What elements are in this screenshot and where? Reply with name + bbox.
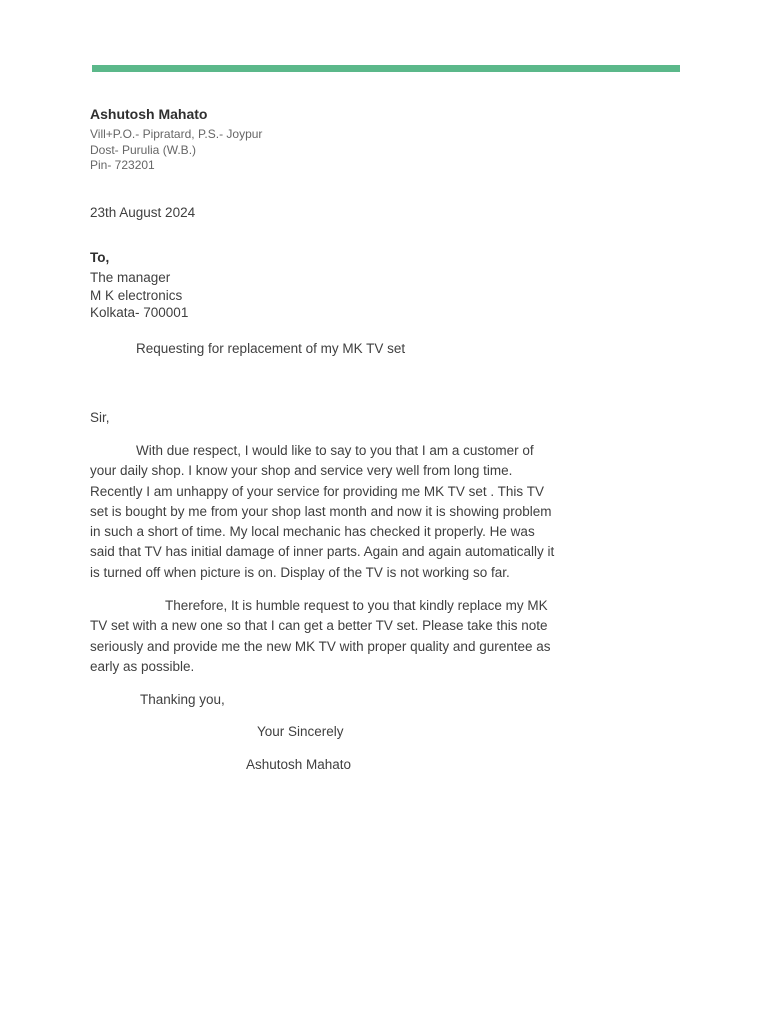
letter-greeting: Sir, [90, 410, 110, 425]
body-paragraph-2 [90, 596, 560, 677]
recipient-line-2: M K electronics [90, 288, 183, 303]
body-paragraph-1-rest: your daily shop. I know your shop and service very well from long time. Recently I am unhappy of your service for providing me MK TV set . This TV set is bought by me from your shop last month and now it is showing problem in such a short of time. My local mechanic has checked it properly. He was said that TV has initial damage of inner parts. Again and again automatically it is turned off when picture is on. Display of the TV is not working so far. [90, 463, 555, 580]
body-paragraph-2-rest: TV set with a new one so that I can get a better TV set. Please take this note seriously and provide me the new MK TV with proper quality and gurentee as early as possible. [90, 618, 551, 674]
body-paragraph-1-first-line: With due respect, I would like to say to you that I am a customer of [136, 443, 534, 458]
sender-address-line-1: Vill+P.O.- Pipratard, P.S.- Joypur [90, 127, 263, 141]
closing-thanks: Thanking you, [140, 692, 225, 707]
header-accent-bar [92, 65, 680, 72]
recipient-line-3: Kolkata- 700001 [90, 305, 189, 320]
recipient-to: To, [90, 250, 110, 265]
letter-date: 23th August 2024 [90, 205, 196, 220]
recipient-line-1: The manager [90, 270, 171, 285]
body-paragraph-1 [90, 441, 560, 583]
body-paragraph-2-first-line: Therefore, It is humble request to you that kindly replace my MK [165, 598, 548, 613]
sender-name: Ashutosh Mahato [90, 106, 208, 122]
letter-subject: Requesting for replacement of my MK TV set [136, 341, 406, 356]
signature-name: Ashutosh Mahato [246, 757, 352, 772]
sender-address-line-3: Pin- 723201 [90, 158, 155, 172]
sender-address-line-2: Dost- Purulia (W.B.) [90, 143, 197, 157]
closing-valediction: Your Sincerely [257, 724, 344, 739]
